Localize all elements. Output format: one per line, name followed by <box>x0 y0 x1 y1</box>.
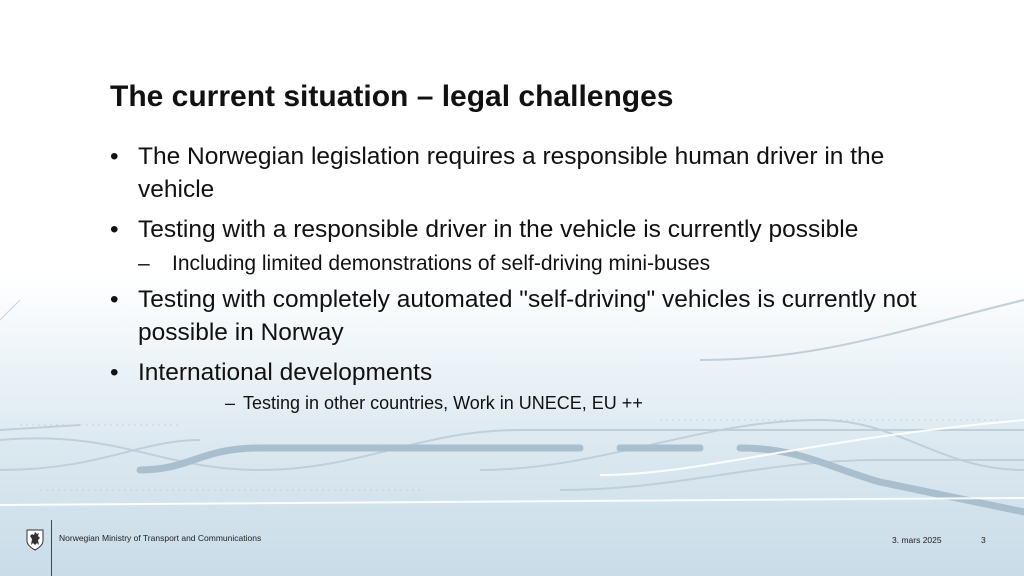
footer-date: 3. mars 2025 <box>892 535 942 545</box>
footer-divider <box>51 520 52 576</box>
slide-title: The current situation – legal challenges <box>110 80 674 113</box>
norwegian-lion-coat-of-arms-icon <box>24 527 46 551</box>
footer-ministry-name: Norwegian Ministry of Transport and Communications <box>59 533 262 543</box>
sub-bullet-item <box>110 390 930 416</box>
bullet-text: International developments <box>138 359 433 386</box>
bullet-item <box>110 140 930 206</box>
bullet-marker: • <box>110 143 119 170</box>
bullet-marker: • <box>110 216 119 243</box>
page-number: 3 <box>981 535 986 545</box>
bullet-text: Testing with completely automated "self-driving" vehicles is currently not possible in Norway <box>138 286 917 346</box>
bullet-text: The Norwegian legislation requires a responsible human driver in the vehicle <box>138 143 885 203</box>
bullet-item <box>110 356 930 389</box>
bullet-item <box>110 213 930 246</box>
sub-bullet-text: Including limited demonstrations of self-driving mini-buses <box>172 252 711 275</box>
bullet-text: Testing with a responsible driver in the vehicle is currently possible <box>138 216 859 243</box>
sub-bullet-item <box>110 249 930 279</box>
sub-bullet-marker: – <box>225 393 236 413</box>
bullet-list <box>110 140 930 416</box>
bullet-marker: • <box>110 359 119 386</box>
sub-bullet-marker: – <box>138 252 150 275</box>
bullet-marker: • <box>110 286 119 313</box>
sub-bullet-text: Testing in other countries, Work in UNECE, EU ++ <box>243 393 643 413</box>
bullet-item <box>110 283 930 349</box>
